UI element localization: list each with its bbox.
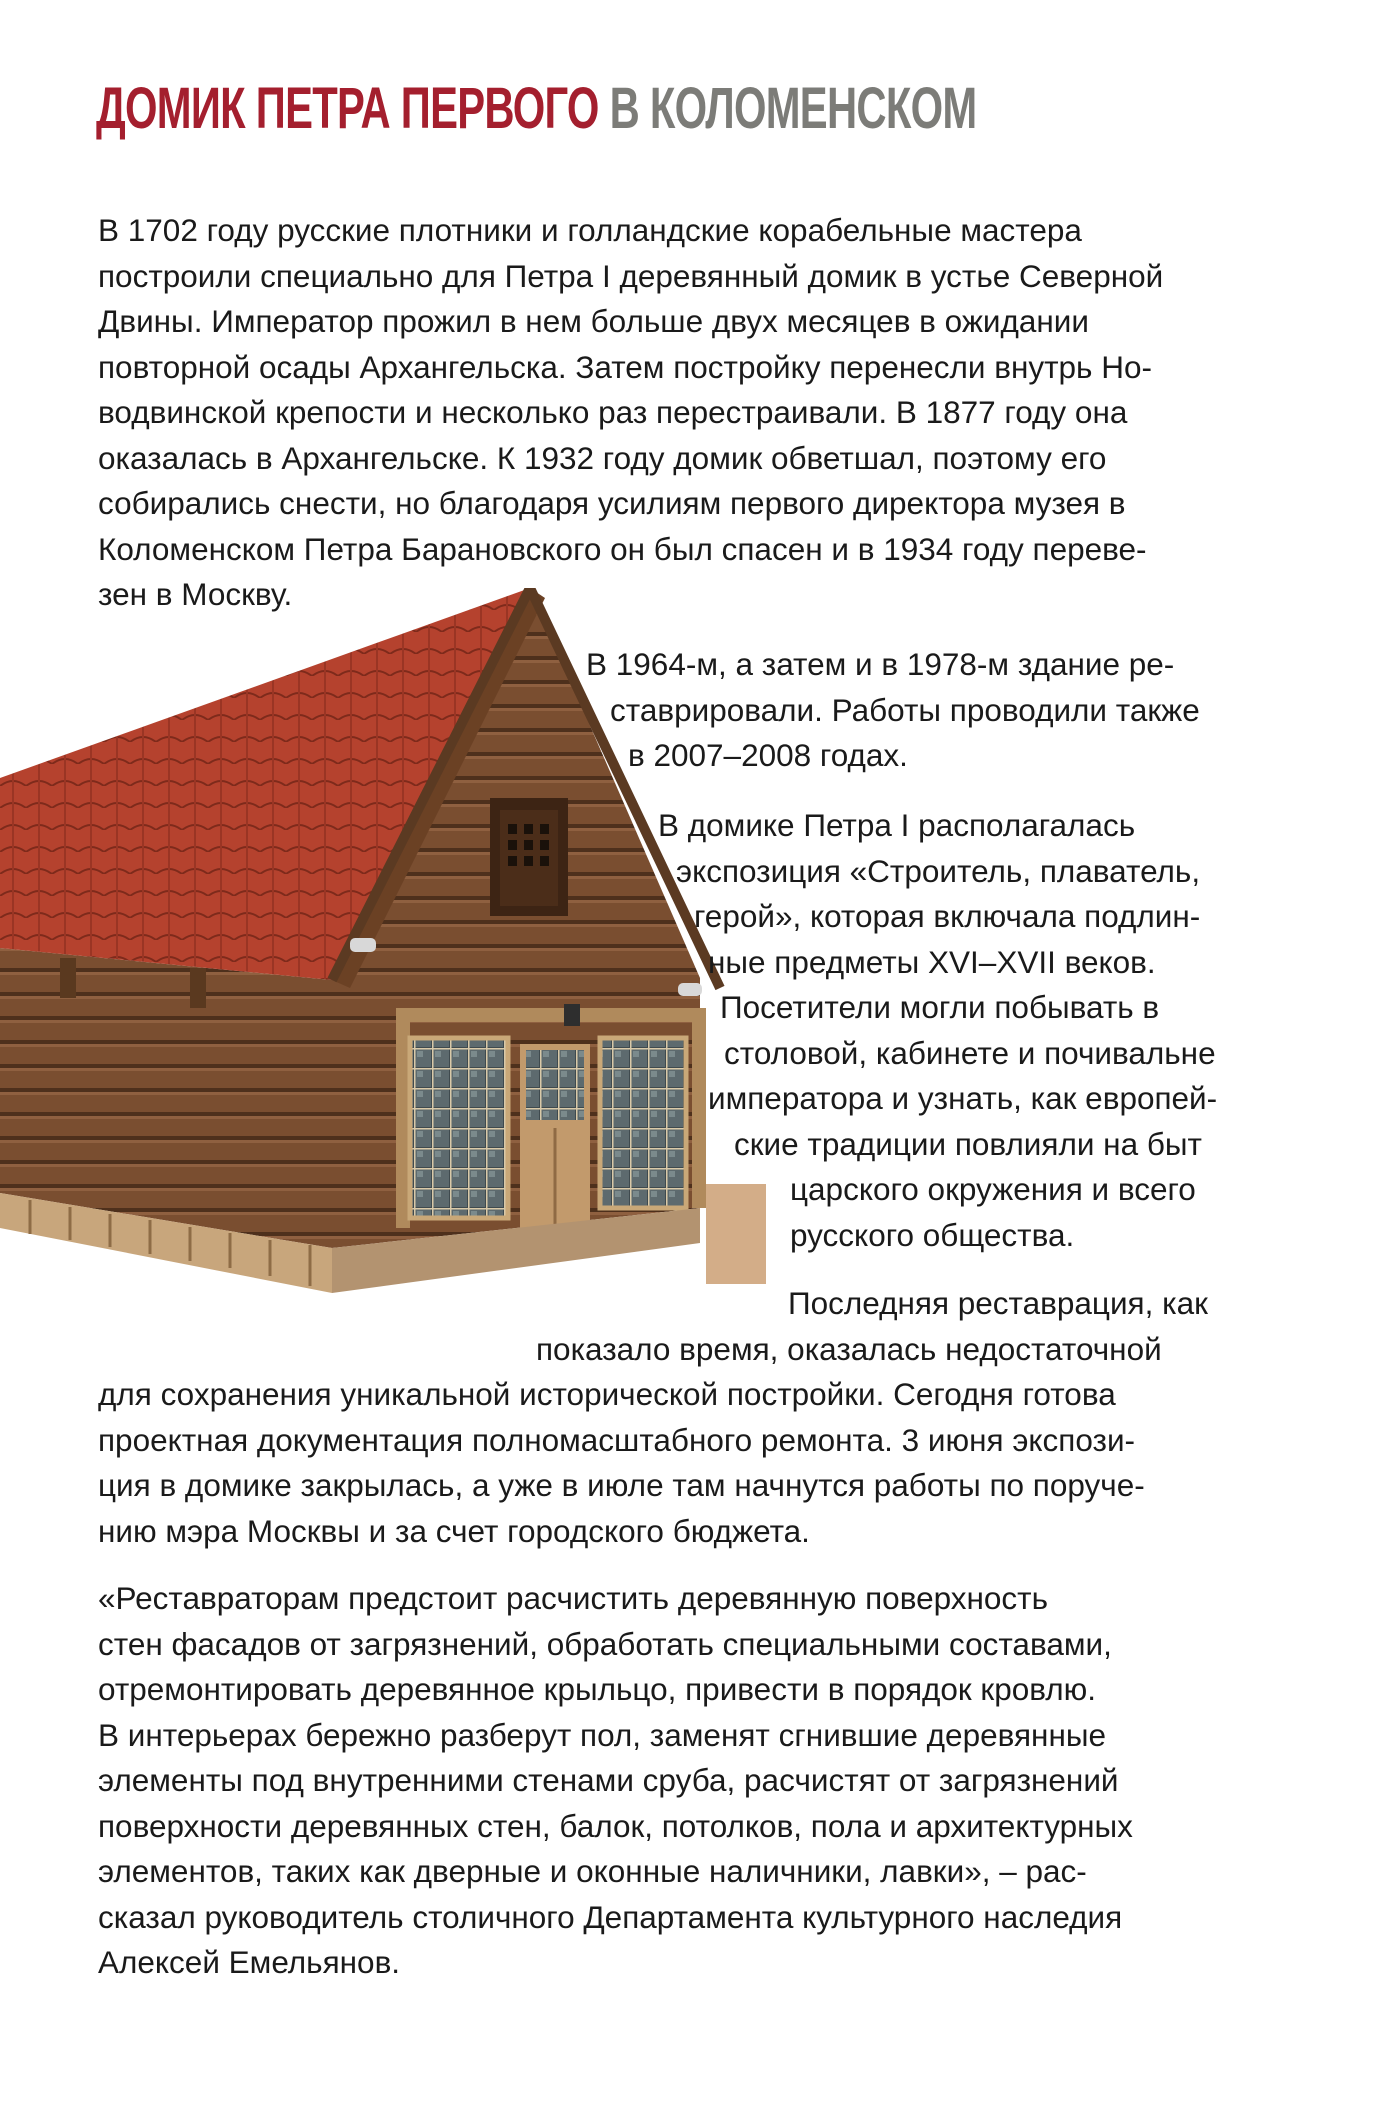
text-line: проектная документация полномасштабного ремонта. 3 июня экспози- bbox=[98, 1421, 1136, 1458]
title-red-part: ДОМИК ПЕТРА ПЕРВОГО bbox=[96, 76, 599, 141]
text-line: показало время, оказалась недостаточной bbox=[536, 1330, 1162, 1367]
text-line: зен в Москву. bbox=[98, 576, 293, 612]
text-line: ставрировали. Работы проводили также bbox=[610, 691, 1200, 728]
paragraph-restoration-dates bbox=[98, 642, 1338, 779]
text-line: поверхности деревянных стен, балок, потолков, пола и архитектурных bbox=[98, 1807, 1133, 1844]
text-line: столовой, кабинете и почивальне bbox=[724, 1034, 1216, 1071]
text-line: В интерьерах бережно разберут пол, заменят сгнившие деревянные bbox=[98, 1716, 1106, 1753]
text-line: в 2007–2008 годах. bbox=[628, 737, 908, 773]
text-line: оказалась в Архангельске. К 1932 году домик обветшал, поэтому его bbox=[98, 439, 1107, 476]
text-line: В домике Петра I располагалась bbox=[658, 807, 1136, 843]
text-line: экспозиция «Строитель, плаватель, bbox=[676, 852, 1201, 889]
paragraph-history bbox=[98, 208, 1338, 618]
text-line: царского окружения и всего bbox=[790, 1171, 1196, 1207]
paragraph-last-restoration bbox=[98, 1281, 1338, 1554]
text-line: нию мэра Москвы и за счет городского бюджета. bbox=[98, 1512, 810, 1549]
text-line: элементы под внутренними стенами сруба, расчистят от загрязнений bbox=[98, 1762, 1119, 1798]
text-line: «Реставраторам предстоит расчистить деревянную поверхность bbox=[98, 1580, 1049, 1616]
text-line: сказал руководитель столичного Департамента культурного наследия bbox=[98, 1898, 1123, 1935]
text-line: элементов, таких как дверные и оконные наличники, лавки», – рас- bbox=[98, 1853, 1087, 1889]
text-line: стен фасадов от загрязнений, обработать специальными составами, bbox=[98, 1625, 1112, 1662]
text-line: Двины. Император прожил в нем больше двух месяцев в ожидании bbox=[98, 303, 1089, 339]
text-line: Коломенском Петра Барановского он был спасен и в 1934 году переве- bbox=[98, 530, 1147, 567]
text-line: водвинской крепости и несколько раз перестраивали. В 1877 году она bbox=[98, 394, 1128, 430]
paragraph-exposition bbox=[98, 803, 1338, 1258]
text-line: повторной осады Архангельска. Затем постройку перенесли внутрь Но- bbox=[98, 348, 1152, 385]
text-line: ция в домике закрылась, а уже в июле там начнутся работы по поруче- bbox=[98, 1467, 1145, 1503]
page-title bbox=[96, 74, 976, 144]
title-gray-part: В КОЛОМЕНСКОМ bbox=[609, 76, 977, 141]
text-line: Последняя реставрация, как bbox=[788, 1285, 1208, 1321]
text-line: отремонтировать деревянное крыльцо, привести в порядок кровлю. bbox=[98, 1671, 1097, 1707]
text-line: ные предметы XVI–XVII веков. bbox=[708, 943, 1156, 980]
text-line: ские традиции повлияли на быт bbox=[734, 1125, 1202, 1162]
paragraph-quote bbox=[98, 1576, 1338, 1986]
text-line: В 1702 году русские плотники и голландские корабельные мастера bbox=[98, 212, 1082, 248]
text-line: императора и узнать, как европей- bbox=[708, 1080, 1218, 1116]
text-line: для сохранения уникальной исторической постройки. Сегодня готова bbox=[98, 1376, 1116, 1412]
text-line: русского общества. bbox=[790, 1216, 1075, 1253]
text-line: построили специально для Петра I деревянный домик в устье Северной bbox=[98, 257, 1164, 294]
text-line: Посетители могли побывать в bbox=[720, 989, 1160, 1025]
text-line: собирались снести, но благодаря усилиям первого директора музея в bbox=[98, 485, 1126, 521]
text-line: В 1964-м, а затем и в 1978-м здание ре- bbox=[586, 646, 1175, 682]
text-line: герой», которая включала подлин- bbox=[694, 898, 1201, 934]
text-line: Алексей Емельянов. bbox=[98, 1944, 401, 1980]
